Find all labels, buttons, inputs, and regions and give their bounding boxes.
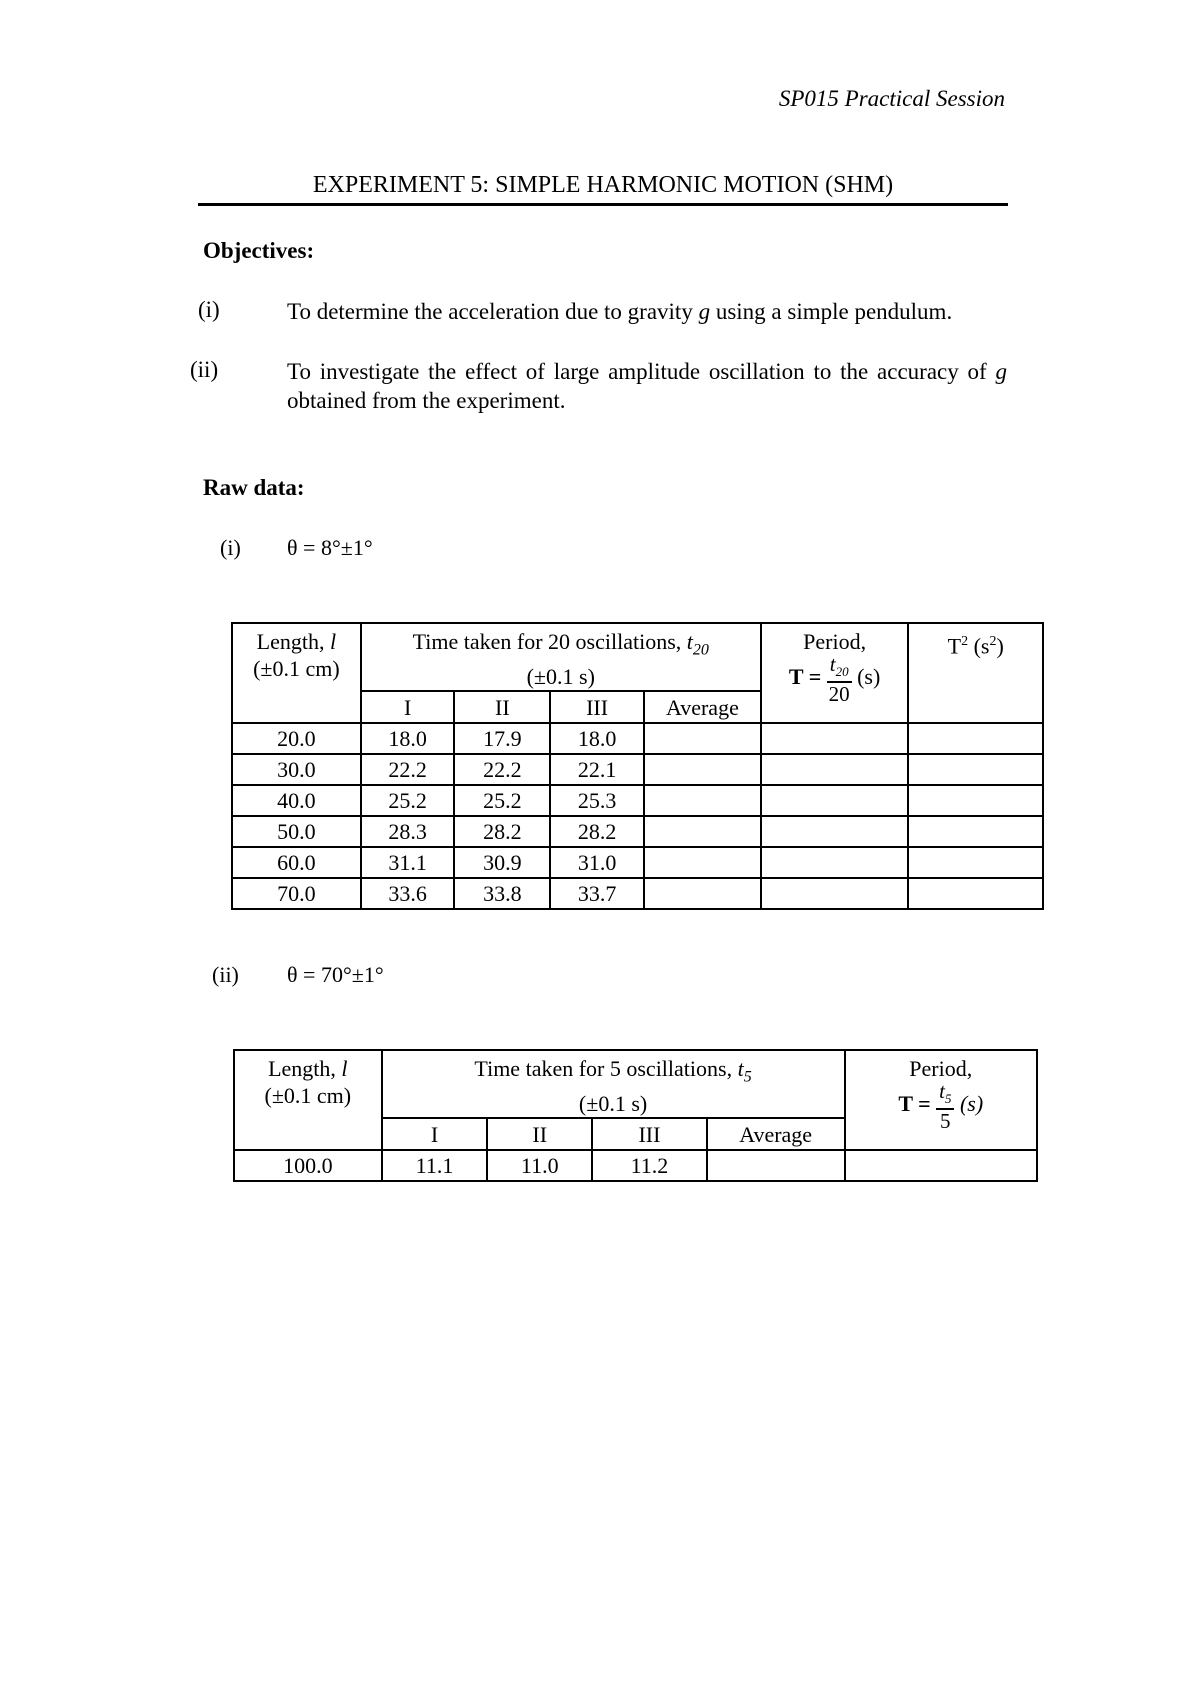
raw-data-heading: Raw data: (203, 475, 305, 500)
time-cell: 28.3 (361, 816, 455, 847)
time-cell: 25.2 (454, 785, 550, 816)
page-header: SP015 Practical Session (778, 86, 1005, 111)
length-header: Length, l (±0.1 cm) (232, 623, 361, 723)
average-cell[interactable] (707, 1150, 845, 1181)
time-cell: 31.1 (361, 847, 455, 878)
period-cell[interactable] (761, 785, 909, 816)
length-cell: 50.0 (232, 816, 361, 847)
trial-header: I (361, 691, 455, 723)
t-squared-cell[interactable] (908, 785, 1043, 816)
table-row (232, 785, 1043, 816)
time-header: Time taken for 5 oscillations, $t_5$ (±0.1 s) (382, 1050, 845, 1118)
time-cell: 25.2 (361, 785, 455, 816)
average-header: Average (644, 691, 761, 723)
time-cell: 31.0 (550, 847, 644, 878)
period-header: Period, T = $\frac{t_5}{5}$ (s) (845, 1050, 1038, 1150)
table-row (232, 847, 1043, 878)
title-underline (198, 203, 1008, 206)
objectives-heading: Objectives: (203, 238, 315, 263)
t-squared-cell[interactable] (908, 847, 1043, 878)
time-header: Time taken for 20 oscillations, $t_{20}$ (±0.1 s) (361, 623, 761, 691)
period-cell[interactable] (761, 723, 909, 754)
time-cell: 11.2 (592, 1150, 707, 1181)
time-cell: 17.9 (454, 723, 550, 754)
length-cell: 40.0 (232, 785, 361, 816)
period-cell[interactable] (761, 754, 909, 785)
length-cell: 100.0 (234, 1150, 382, 1181)
length-header: Length, l (±0.1 cm) (234, 1050, 382, 1150)
average-cell[interactable] (644, 816, 761, 847)
period-header: Period, T = $\frac{t_{20}}{20}$ (s) (761, 623, 909, 723)
data-table-small-angle (231, 622, 1044, 910)
length-cell: 20.0 (232, 723, 361, 754)
time-cell: 28.2 (550, 816, 644, 847)
page-title: EXPERIMENT 5: SIMPLE HARMONIC MOTION (SHM) (312, 172, 894, 198)
t-squared-cell[interactable] (908, 878, 1043, 909)
trial-header: II (454, 691, 550, 723)
time-cell: 30.9 (454, 847, 550, 878)
period-cell[interactable] (761, 816, 909, 847)
time-cell: 18.0 (361, 723, 455, 754)
time-cell: 33.8 (454, 878, 550, 909)
length-cell: 70.0 (232, 878, 361, 909)
condition-number: (ii) (212, 962, 239, 987)
objective-text: To investigate the effect of large amplitude oscillation to the accuracy of g obtained from the experiment. (287, 359, 1007, 413)
trial-header: III (550, 691, 644, 723)
t-squared-cell[interactable] (908, 754, 1043, 785)
objective-text: To determine the acceleration due to gravity g using a simple pendulum. (287, 299, 953, 324)
average-cell[interactable] (644, 878, 761, 909)
time-cell: 33.7 (550, 878, 644, 909)
time-cell: 11.1 (382, 1150, 488, 1181)
time-cell: 22.2 (454, 754, 550, 785)
average-cell[interactable] (644, 785, 761, 816)
condition-angle: θ = 70°±1° (287, 962, 384, 987)
table-row (234, 1150, 1037, 1181)
objective-number: (ii) (190, 357, 219, 382)
data-table-large-angle (233, 1049, 1038, 1182)
time-cell: 18.0 (550, 723, 644, 754)
average-cell[interactable] (644, 723, 761, 754)
time-cell: 33.6 (361, 878, 455, 909)
length-cell: 60.0 (232, 847, 361, 878)
time-cell: 28.2 (454, 816, 550, 847)
period-cell[interactable] (761, 847, 909, 878)
t-squared-cell[interactable] (908, 816, 1043, 847)
t-squared-header: $T^2$ $(s^2)$ (908, 623, 1043, 723)
condition-angle: θ = 8°±1° (287, 535, 373, 560)
average-header: Average (707, 1118, 845, 1150)
length-cell: 30.0 (232, 754, 361, 785)
time-cell: 22.2 (361, 754, 455, 785)
condition-number: (i) (220, 535, 241, 560)
t-squared-cell[interactable] (908, 723, 1043, 754)
objective-number: (i) (198, 297, 220, 322)
period-cell[interactable] (761, 878, 909, 909)
average-cell[interactable] (644, 847, 761, 878)
trial-header: II (487, 1118, 592, 1150)
table-row (232, 754, 1043, 785)
period-cell[interactable] (845, 1150, 1038, 1181)
table-row (232, 878, 1043, 909)
trial-header: I (382, 1118, 488, 1150)
table-row (232, 816, 1043, 847)
time-cell: 22.1 (550, 754, 644, 785)
table-row (232, 723, 1043, 754)
time-cell: 11.0 (487, 1150, 592, 1181)
time-cell: 25.3 (550, 785, 644, 816)
trial-header: III (592, 1118, 707, 1150)
average-cell[interactable] (644, 754, 761, 785)
